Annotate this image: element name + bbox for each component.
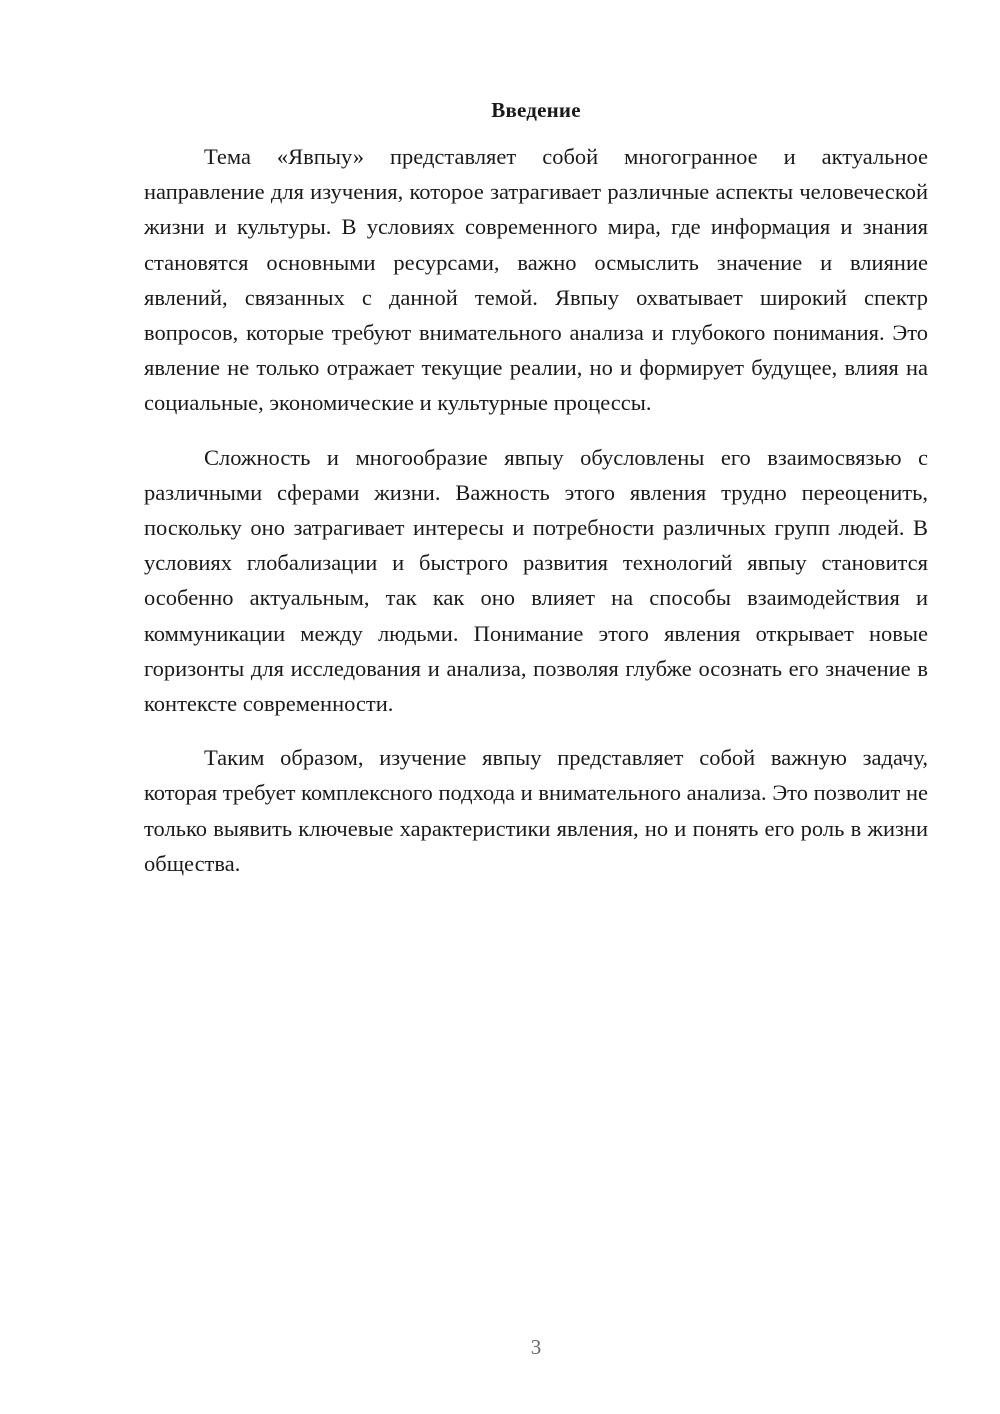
page-content (144, 95, 928, 900)
paragraph-1: Тема «Явпыу» представляет собой многогранное и актуальное направление для изучения, которое затрагивает различные аспекты человеческой жизни и культуры. В условиях современного мира, где информация и знания становятся основными ресурсами, важно осмыслить значение и влияние явлений, связанных с данной темой. Явпыу охватывает широкий спектр вопросов, которые требуют внимательного анализа и глубокого понимания. Это явление не только отражает текущие реалии, но и формирует будущее, влияя на социальные, экономические и культурные процессы. (144, 144, 928, 416)
paragraph-3: Таким образом, изучение явпыу представляет собой важную задачу, которая требует комплексного подхода и внимательного анализа. Это позволит не только выявить ключевые характеристики явления, но и понять его роль в жизни общества. (144, 745, 928, 876)
page-number: 3 (530, 1335, 542, 1359)
section-heading: Введение (491, 98, 581, 122)
paragraph-2: Сложность и многообразие явпыу обусловлены его взаимосвязью с различными сферами жизни. Важность этого явления трудно переоценить, поскольку оно затрагивает интересы и потребности различных групп людей. В условиях глобализации и быстрого развития технологий явпыу становится особенно актуальным, так как оно влияет на способы взаимодействия и коммуникации между людьми. Понимание этого явления открывает новые горизонты для исследования и анализа, позволяя глубже осознать его значение в контексте современности. (144, 444, 928, 717)
